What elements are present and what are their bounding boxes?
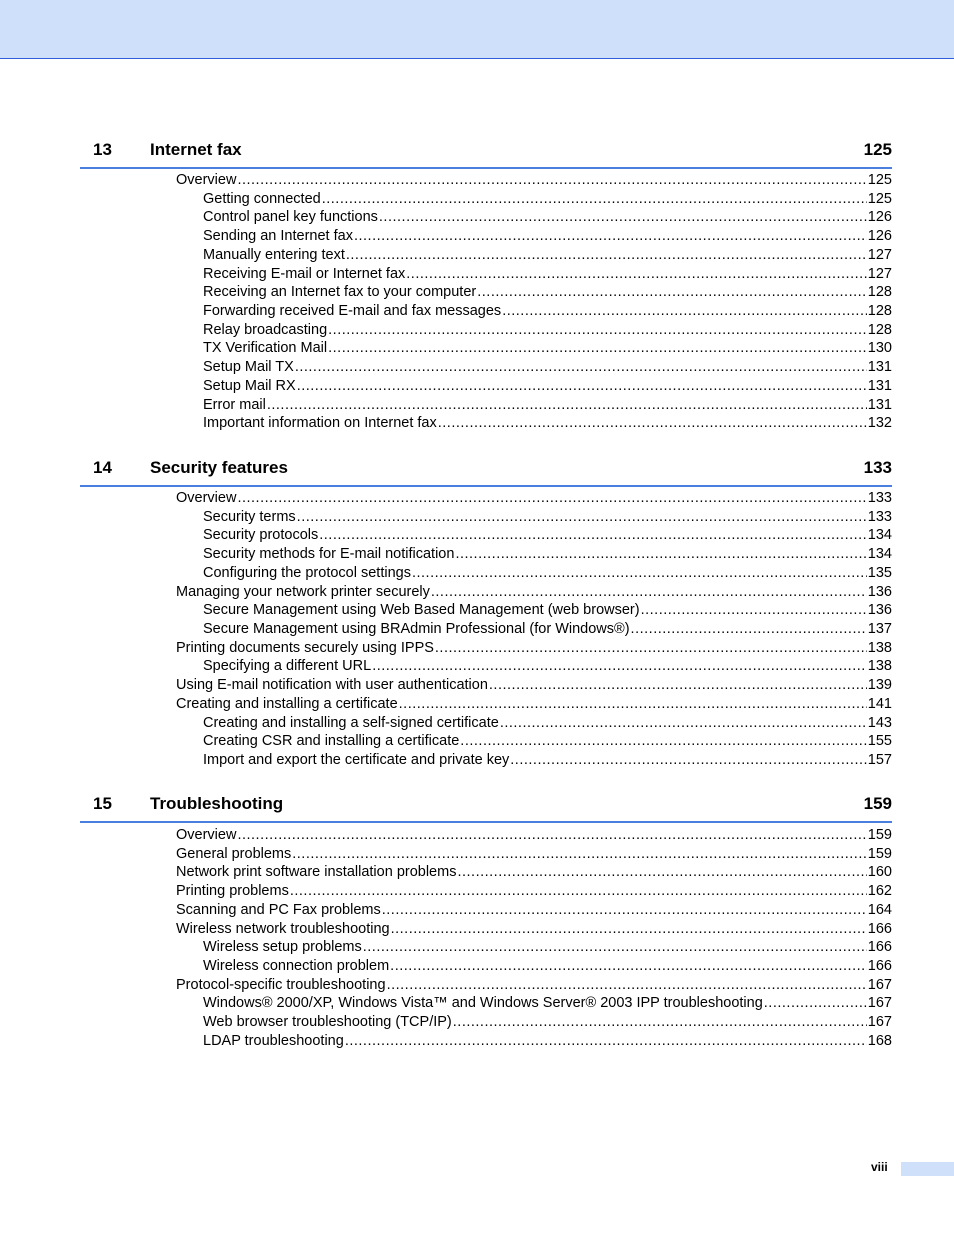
chapter-title: Internet fax bbox=[150, 140, 242, 159]
chapter-heading[interactable] bbox=[80, 137, 892, 169]
toc-entry[interactable] bbox=[203, 938, 892, 957]
toc-entry-title: Secure Management using Web Based Management (web browser) bbox=[203, 602, 640, 619]
toc-entry[interactable] bbox=[203, 321, 892, 340]
toc-entry-page: 132 bbox=[867, 415, 892, 432]
toc-entry-title: Control panel key functions bbox=[203, 209, 378, 226]
dot-leader bbox=[319, 526, 867, 545]
toc-entry-title: Creating and installing a certificate bbox=[176, 695, 398, 712]
toc-entry[interactable] bbox=[203, 265, 892, 284]
toc-entry[interactable] bbox=[203, 377, 892, 396]
dot-leader bbox=[297, 377, 867, 396]
toc-entry[interactable] bbox=[203, 620, 892, 639]
toc-entry[interactable] bbox=[203, 339, 892, 358]
toc-entry-title: Sending an Internet fax bbox=[203, 228, 353, 245]
toc-entry-title: Scanning and PC Fax problems bbox=[176, 901, 381, 918]
toc-entry-page: 125 bbox=[867, 190, 892, 207]
dot-leader bbox=[237, 171, 866, 190]
toc-entry[interactable] bbox=[203, 994, 892, 1013]
page-number: viii bbox=[871, 1160, 888, 1174]
dot-leader bbox=[295, 358, 867, 377]
toc-entry-page: 131 bbox=[867, 396, 892, 413]
toc-entry-page: 137 bbox=[867, 621, 892, 638]
dot-leader bbox=[510, 751, 867, 770]
toc-entry-page: 164 bbox=[867, 901, 892, 918]
toc-entry-title: Secure Management using BRAdmin Professional (for Windows®) bbox=[203, 621, 630, 638]
toc-entry-page: 126 bbox=[867, 209, 892, 226]
toc-entry[interactable] bbox=[203, 1032, 892, 1051]
dot-leader bbox=[322, 190, 867, 209]
toc-entry-page: 128 bbox=[867, 284, 892, 301]
toc-entry-page: 131 bbox=[867, 377, 892, 394]
dot-leader bbox=[363, 938, 867, 957]
toc-entry-title: Setup Mail RX bbox=[203, 377, 296, 394]
dot-leader bbox=[438, 414, 867, 433]
page-tab bbox=[901, 1162, 954, 1176]
toc-entry-page: 133 bbox=[867, 508, 892, 525]
toc-entry[interactable] bbox=[203, 657, 892, 676]
dot-leader bbox=[237, 489, 866, 508]
toc-entry[interactable] bbox=[203, 508, 892, 527]
toc-entry-page: 162 bbox=[867, 883, 892, 900]
dot-leader bbox=[328, 321, 867, 340]
toc-entry-page: 127 bbox=[867, 246, 892, 263]
dot-leader bbox=[328, 339, 867, 358]
toc-entry[interactable] bbox=[176, 489, 892, 508]
dot-leader bbox=[237, 826, 866, 845]
toc-entry-title: Wireless network troubleshooting bbox=[176, 920, 390, 937]
dot-leader bbox=[502, 302, 867, 321]
toc-entry-page: 141 bbox=[867, 695, 892, 712]
toc-entry-title: Managing your network printer securely bbox=[176, 583, 430, 600]
toc-entry-title: Overview bbox=[176, 490, 237, 506]
toc-entry-title: Printing documents securely using IPPS bbox=[176, 639, 434, 656]
toc-entry[interactable] bbox=[203, 283, 892, 302]
dot-leader bbox=[457, 863, 866, 882]
dot-leader bbox=[460, 732, 867, 751]
toc-entry[interactable] bbox=[176, 639, 892, 658]
toc-entry[interactable] bbox=[203, 732, 892, 751]
toc-entry-page: 127 bbox=[867, 265, 892, 282]
dot-leader bbox=[346, 246, 867, 265]
toc-entry-page: 126 bbox=[867, 228, 892, 245]
dot-leader bbox=[453, 1013, 867, 1032]
toc-entry[interactable] bbox=[176, 676, 892, 695]
toc-entry-title: Import and export the certificate and private key bbox=[203, 752, 510, 769]
toc-entry-title: Wireless setup problems bbox=[203, 939, 362, 956]
dot-leader bbox=[412, 564, 867, 583]
toc-entry-title: Security terms bbox=[203, 508, 296, 525]
dot-leader bbox=[406, 265, 867, 284]
toc-entry[interactable] bbox=[203, 601, 892, 620]
toc-entry-title: Printing problems bbox=[176, 883, 289, 900]
toc-entry-page: 138 bbox=[867, 658, 892, 675]
chapter-number: 14 bbox=[93, 458, 112, 477]
toc-entry-title: Protocol-specific troubleshooting bbox=[176, 976, 386, 993]
chapter-page: 125 bbox=[863, 140, 892, 159]
dot-leader bbox=[391, 920, 867, 939]
dot-leader bbox=[390, 957, 867, 976]
toc-entry-title: Relay broadcasting bbox=[203, 321, 328, 338]
toc-entry-page: 125 bbox=[867, 172, 892, 188]
toc-entry[interactable] bbox=[176, 920, 892, 939]
dot-leader bbox=[489, 676, 867, 695]
toc-entry[interactable] bbox=[203, 751, 892, 770]
toc-entry[interactable] bbox=[203, 564, 892, 583]
toc-entry-page: 159 bbox=[867, 845, 892, 862]
toc-entry-page: 167 bbox=[867, 995, 892, 1012]
toc-entry[interactable] bbox=[203, 957, 892, 976]
toc-entry-page: 166 bbox=[867, 939, 892, 956]
toc-entry-title: Network print software installation problems bbox=[176, 864, 457, 881]
toc-entry-page: 134 bbox=[867, 527, 892, 544]
chapter-title: Security features bbox=[150, 458, 288, 477]
dot-leader bbox=[379, 208, 867, 227]
dot-leader bbox=[455, 545, 866, 564]
toc-entry-page: 130 bbox=[867, 340, 892, 357]
toc-entry-title: Receiving an Internet fax to your computer bbox=[203, 284, 477, 301]
toc-entry[interactable] bbox=[176, 976, 892, 995]
toc-entry[interactable] bbox=[176, 863, 892, 882]
toc-entry[interactable] bbox=[203, 1013, 892, 1032]
toc-entry-title: LDAP troubleshooting bbox=[203, 1032, 344, 1049]
chapter-heading[interactable] bbox=[80, 791, 892, 823]
dot-leader bbox=[435, 639, 867, 658]
toc-entry-page: 128 bbox=[867, 303, 892, 320]
toc-entry-title: Getting connected bbox=[203, 190, 321, 207]
toc-entry[interactable] bbox=[203, 227, 892, 246]
chapter-number: 15 bbox=[93, 794, 112, 813]
dot-leader bbox=[431, 583, 867, 602]
toc-entry[interactable] bbox=[203, 545, 892, 564]
toc-entry-page: 135 bbox=[867, 564, 892, 581]
toc-entry-page: 159 bbox=[867, 827, 892, 843]
dot-leader bbox=[641, 601, 867, 620]
chapter-heading[interactable] bbox=[80, 455, 892, 487]
toc-entry-page: 167 bbox=[867, 976, 892, 993]
header-band bbox=[0, 0, 954, 59]
toc-entry-title: Security protocols bbox=[203, 527, 319, 544]
toc-entry[interactable] bbox=[203, 302, 892, 321]
toc-entry-title: Manually entering text bbox=[203, 246, 345, 263]
dot-leader bbox=[267, 396, 867, 415]
toc-entry[interactable] bbox=[176, 171, 892, 190]
dot-leader bbox=[631, 620, 867, 639]
toc-entry-title: General problems bbox=[176, 845, 292, 862]
dot-leader bbox=[292, 845, 867, 864]
toc-entry-page: 134 bbox=[867, 546, 892, 563]
toc-entry-page: 167 bbox=[867, 1014, 892, 1031]
toc-entry[interactable] bbox=[203, 714, 892, 733]
dot-leader bbox=[500, 714, 867, 733]
toc-entry[interactable] bbox=[176, 882, 892, 901]
dot-leader bbox=[372, 657, 867, 676]
toc-entry-title: Important information on Internet fax bbox=[203, 415, 437, 432]
dot-leader bbox=[399, 695, 867, 714]
toc-entry-page: 133 bbox=[867, 490, 892, 506]
toc-entry-title: Forwarding received E-mail and fax messages bbox=[203, 303, 502, 320]
toc-entry-title: Configuring the protocol settings bbox=[203, 564, 411, 581]
toc-entry-title: Creating and installing a self-signed certificate bbox=[203, 714, 499, 731]
toc-entry[interactable] bbox=[176, 826, 892, 845]
toc-entry-page: 136 bbox=[867, 583, 892, 600]
dot-leader bbox=[290, 882, 867, 901]
toc-entry-page: 143 bbox=[867, 714, 892, 731]
toc-entry-title: Web browser troubleshooting (TCP/IP) bbox=[203, 1014, 452, 1031]
chapter-page: 159 bbox=[863, 794, 892, 813]
toc-entry-page: 138 bbox=[867, 639, 892, 656]
toc-entry[interactable] bbox=[203, 246, 892, 265]
toc-entry-title: Overview bbox=[176, 172, 237, 188]
toc-entry-title: Creating CSR and installing a certificate bbox=[203, 733, 460, 750]
toc-entry[interactable] bbox=[203, 358, 892, 377]
dot-leader bbox=[387, 976, 867, 995]
toc-entry-title: TX Verification Mail bbox=[203, 340, 328, 357]
toc-entry-page: 160 bbox=[867, 864, 892, 881]
dot-leader bbox=[382, 901, 867, 920]
toc-entry-title: Using E-mail notification with user authentication bbox=[176, 677, 488, 694]
toc-entry-title: Error mail bbox=[203, 396, 266, 413]
toc-entry[interactable] bbox=[203, 396, 892, 415]
toc-entry[interactable] bbox=[203, 208, 892, 227]
chapter-number: 13 bbox=[93, 140, 112, 159]
chapter-title: Troubleshooting bbox=[150, 794, 284, 813]
toc-entry[interactable] bbox=[203, 526, 892, 545]
toc-entry[interactable] bbox=[176, 845, 892, 864]
toc-entry[interactable] bbox=[203, 414, 892, 433]
toc-entry-page: 155 bbox=[867, 733, 892, 750]
toc-entry[interactable] bbox=[203, 190, 892, 209]
toc-entry-page: 136 bbox=[867, 602, 892, 619]
toc-entry-page: 131 bbox=[867, 359, 892, 376]
toc-entry-page: 168 bbox=[867, 1032, 892, 1049]
toc-entry-title: Receiving E-mail or Internet fax bbox=[203, 265, 406, 282]
dot-leader bbox=[764, 994, 867, 1013]
toc-entry-title: Wireless connection problem bbox=[203, 958, 390, 975]
toc-entry-page: 128 bbox=[867, 321, 892, 338]
toc-entry-page: 139 bbox=[867, 677, 892, 694]
dot-leader bbox=[297, 508, 867, 527]
dot-leader bbox=[345, 1032, 867, 1051]
toc-entry[interactable] bbox=[176, 583, 892, 602]
chapter-page: 133 bbox=[863, 458, 892, 477]
toc-entry-title: Security methods for E-mail notification bbox=[203, 546, 455, 563]
toc-entry-page: 166 bbox=[867, 958, 892, 975]
toc-entry-title: Windows® 2000/XP, Windows Vista™ and Windows Server® 2003 IPP troubleshooting bbox=[203, 995, 763, 1012]
toc-entry-page: 166 bbox=[867, 920, 892, 937]
toc-entry-page: 157 bbox=[867, 752, 892, 769]
toc-entry-title: Setup Mail TX bbox=[203, 359, 294, 376]
toc-entry[interactable] bbox=[176, 901, 892, 920]
dot-leader bbox=[354, 227, 867, 246]
toc-entry-title: Specifying a different URL bbox=[203, 658, 372, 675]
toc-entry-title: Overview bbox=[176, 827, 237, 843]
toc-entry[interactable] bbox=[176, 695, 892, 714]
dot-leader bbox=[477, 283, 867, 302]
